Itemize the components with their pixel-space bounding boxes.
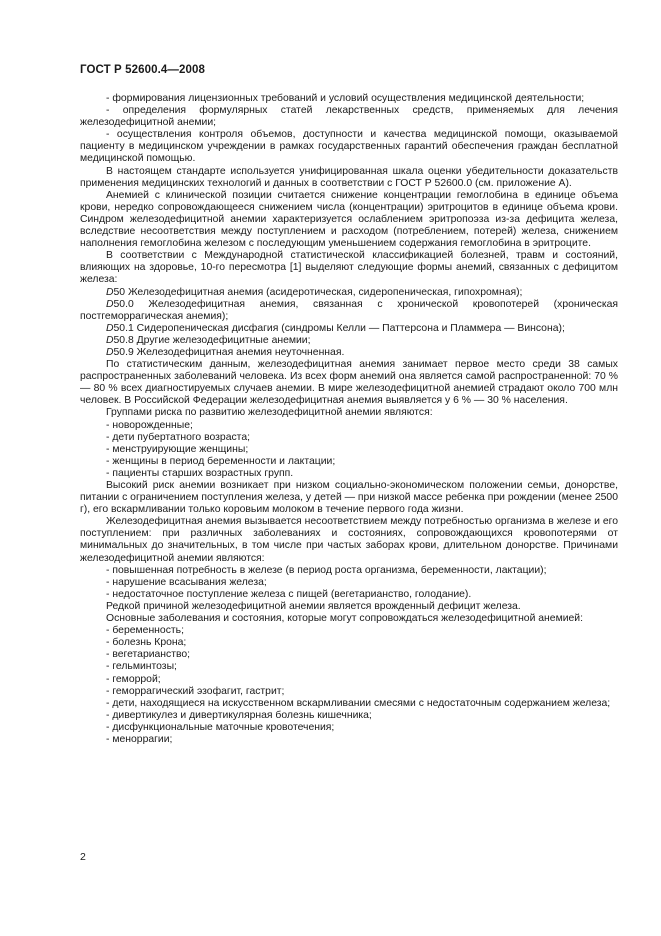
paragraph: - определения формулярных статей лекарственных средств, применяемых для лечения железодефицитной анемии; (80, 105, 618, 129)
icd-code-line (80, 299, 618, 323)
paragraph: По статистическим данным, железодефицитная анемия занимает первое место среди 38 самых распространенных заболеваний человека. Из всех форм анемий она является самой распространенной: 70 % — 80 % всех диагностируемых случаев анемии. В мире железодефицитной анемией страдают около 700 млн человек. В Российской Федерации железодефицитная анемия выявляется у 6 % — 30 % населения. (80, 359, 618, 407)
icd-code-number: 50.1 (113, 322, 134, 334)
icd-code-letter: D (106, 286, 114, 298)
list-item: - болезнь Крона; (106, 637, 187, 649)
list-item: - гельминтозы; (106, 661, 177, 673)
list-item: - меноррагии; (106, 733, 173, 745)
page-number: 2 (80, 851, 86, 863)
list-item: - дисфункциональные маточные кровотечения; (106, 721, 335, 733)
icd-code-letter: D (106, 298, 114, 310)
list-item: - беременность; (106, 625, 184, 637)
paragraph: Редкой причиной железодефицитной анемии является врожденный дефицит железа. (106, 600, 521, 612)
icd-code-number: 50.9 (113, 346, 134, 358)
document-body (80, 93, 618, 746)
icd-code-line (80, 347, 618, 359)
icd-code-line (80, 287, 618, 299)
icd-code-number: 50.0 (113, 298, 134, 310)
paragraph: Железодефицитная анемия вызывается несоответствием между потребностью организма в железе и его поступлением: при различных заболеваниях и состояниях, сопровождающихся кровопотерями от минимальных до значительных, в том числе при частых заборах крови, длительном донорстве. Причинами железодефицитной анемии являются: (80, 516, 618, 564)
list-item: - пациенты старших возрастных групп. (106, 467, 294, 479)
list-item: - дети, находящиеся на искусственном вскармливании смесями с недостаточным содержанием железа; (106, 697, 611, 709)
icd-code-number: 50.8 (113, 334, 134, 346)
list-item: - геморрагический эзофагит, гастрит; (106, 685, 285, 697)
icd-code-text: Сидеропеническая дисфагия (синдромы Келли — Паттерсона и Пламмера — Винсона); (133, 322, 565, 334)
icd-code-text: Другие железодефицитные анемии; (133, 334, 311, 346)
list-item: - дивертикулез и дивертикулярная болезнь кишечника; (106, 709, 372, 721)
paragraph: Анемией с клинической позиции считается снижение концентрации гемоглобина в единице объема крови, нередко сопровождающееся снижением числа (концентрации) эритроцитов в единице объема крови. Синдром железодефицитной анемии характеризуется ослаблением эритропоэза из-за дефицита железа, вследствие несоответствия между поступлением и расходом (потреблением, потерей) железа, снижением наполнения гемоглобина железом с последующим уменьшением содержания гемоглобина в эритроците. (80, 189, 618, 250)
list-item: - геморрой; (106, 673, 161, 685)
paragraph: Основные заболевания и состояния, которые могут сопровождаться железодефицитной анемией: (106, 613, 583, 625)
paragraph: В настоящем стандарте используется унифицированная шкала оценки убедительности доказательств применения медицинских технологий и данных в соответствии с ГОСТ Р 52600.0 (см. приложение А). (80, 165, 618, 189)
paragraph: - осуществления контроля объемов, доступности и качества медицинской помощи, оказываемой пациенту в медицинском учреждении в рамках государственных гарантий обеспечения граждан бесплатной медицинской помощью. (80, 129, 618, 165)
list-item: - менструирующие женщины; (106, 443, 249, 455)
list-item: - новорожденные; (106, 419, 193, 431)
icd-code-line (80, 323, 618, 335)
list-item: - вегетарианство; (106, 649, 191, 661)
icd-code-letter: D (106, 334, 114, 346)
icd-code-letter: D (106, 346, 114, 358)
paragraph: Высокий риск анемии возникает при низком социально-экономическом положении семьи, донорстве, питании с ограничением поступления железа, у детей — при низкой массе ребенка при рождении (менее 2500 г), его вскармливании только коровьим молоком в течение первого года жизни. (80, 480, 618, 516)
paragraph: В соответствии с Международной статистической классификацией болезней, травм и состояний, влияющих на здоровье, 10-го пересмотра [1] выделяют следующие формы анемий, связанных с дефицитом железа: (80, 250, 618, 286)
list-item: - женщины в период беременности и лактации; (106, 455, 336, 467)
icd-code-text: Железодефицитная анемия, связанная с хронической кровопотерей (хроническая постгеморрагическая анемия); (80, 298, 618, 322)
paragraph: - формирования лицензионных требований и условий осуществления медицинской деятельности; (106, 93, 585, 104)
document-header: ГОСТ Р 52600.4—2008 (80, 64, 205, 76)
icd-code-line (80, 335, 618, 347)
list-item: - повышенная потребность в железе (в период роста организма, беременности, лактации); (106, 564, 547, 576)
list-item: - нарушение всасывания железа; (106, 576, 267, 588)
icd-code-text: Железодефицитная анемия неуточненная. (133, 346, 345, 358)
list-item: - недостаточное поступление железа с пищей (вегетарианство, голодание). (106, 588, 472, 600)
paragraph: Группами риска по развитию железодефицитной анемии являются: (106, 407, 433, 419)
list-item: - дети пубертатного возраста; (106, 431, 250, 443)
icd-code-text: Железодефицитная анемия (асидеротическая, сидеропеническая, гипохромная); (125, 286, 523, 298)
icd-code-number: 50 (113, 286, 126, 298)
icd-code-letter: D (106, 322, 114, 334)
